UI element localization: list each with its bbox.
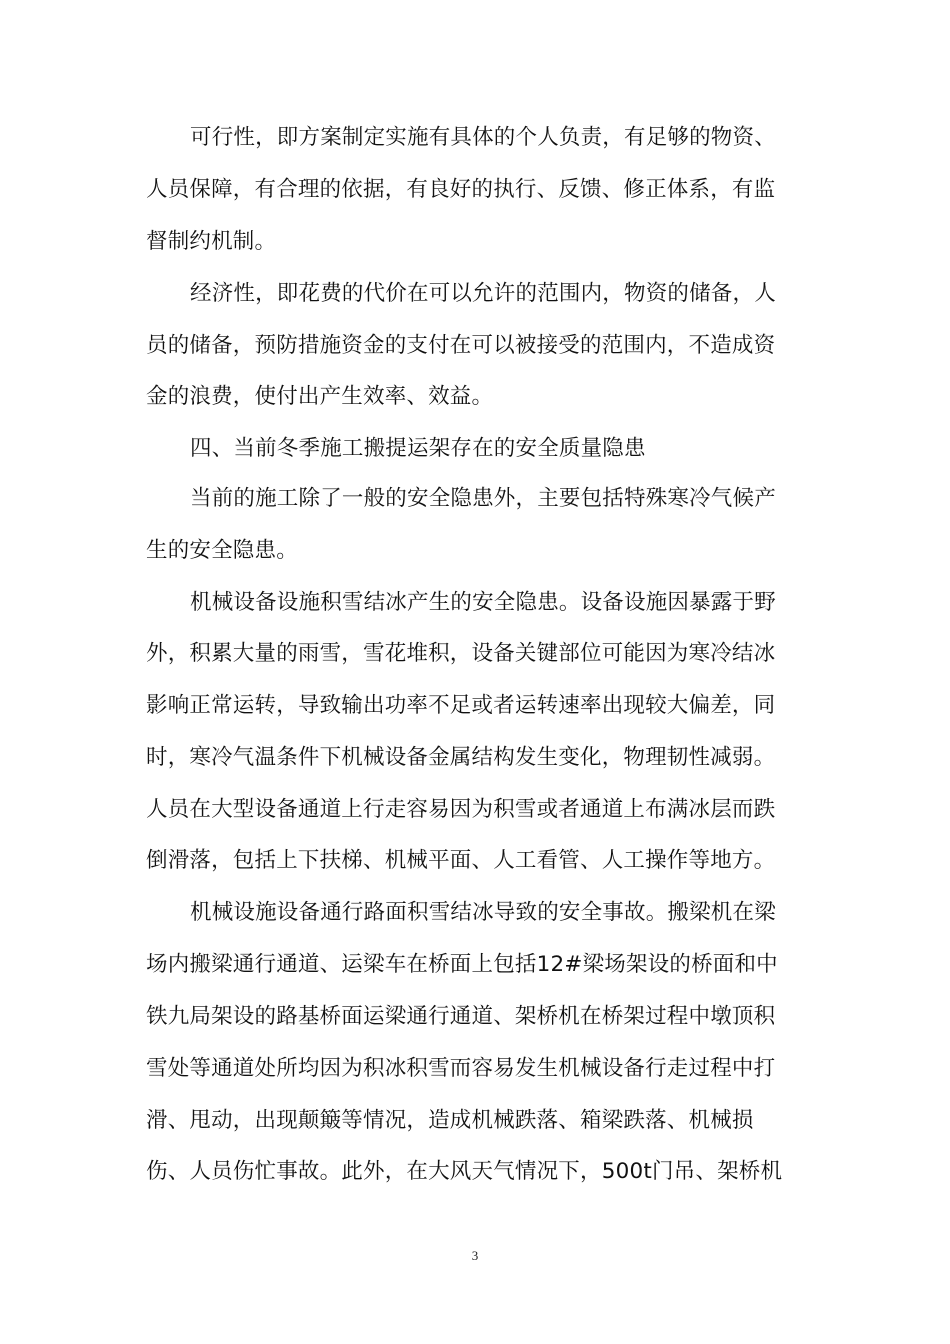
paragraph-line: 可行性，即方案制定实施有具体的个人负责，有足够的物资、 [190,125,776,150]
paragraph-line: 金的浪费，使付出产生效率、效益。 [146,384,494,409]
paragraph-line: 时，寒冷气温条件下机械设备金属结构发生变化，物理韧性减弱。 [146,745,776,770]
paragraph-line: 外，积累大量的雨雪，雪花堆积，设备关键部位可能因为寒冷结冰 [146,641,776,666]
paragraph-line: 督制约机制。 [146,229,277,254]
paragraph-line: 铁九局架设的路基桥面运梁通行通道、架桥机在桥架过程中墩顶积 [146,1004,776,1029]
paragraph-line: 生的安全隐患。 [146,538,298,563]
paragraph-line: 当前的施工除了一般的安全隐患外，主要包括特殊寒冷气候产 [190,486,776,511]
paragraph-line: 员的储备，预防措施资金的支付在可以被接受的范围内，不造成资 [146,333,776,358]
section-heading: 四、当前冬季施工搬提运架存在的安全质量隐患 [190,436,646,461]
paragraph-line: 人员在大型设备通道上行走容易因为积雪或者通道上布满冰层而跌 [146,797,776,822]
paragraph-line: 倒滑落，包括上下扶梯、机械平面、人工看管、人工操作等地方。 [146,848,776,873]
paragraph-line: 经济性，即花费的代价在可以允许的范围内，物资的储备，人 [190,281,776,306]
page-number: 3 [471,1248,479,1263]
paragraph-line: 机械设施设备通行路面积雪结冰导致的安全事故。搬梁机在梁 [190,900,776,925]
paragraph-line: 伤、人员伤忙事故。此外，在大风天气情况下，500t门吊、架桥机 [146,1159,783,1184]
paragraph-line: 滑、甩动，出现颠簸等情况，造成机械跌落、箱梁跌落、机械损 [146,1108,754,1133]
paragraph-line: 雪处等通道处所均因为积冰积雪而容易发生机械设备行走过程中打 [146,1056,776,1081]
paragraph-line: 场内搬梁通行通道、运梁车在桥面上包括12#梁场架设的桥面和中 [146,952,778,977]
paragraph-line: 机械设备设施积雪结冰产生的安全隐患。设备设施因暴露于野 [190,590,776,615]
paragraph-line: 影响正常运转，导致输出功率不足或者运转速率出现较大偏差，同 [146,693,776,718]
paragraph-line: 人员保障，有合理的依据，有良好的执行、反馈、修正体系，有监 [146,177,776,202]
